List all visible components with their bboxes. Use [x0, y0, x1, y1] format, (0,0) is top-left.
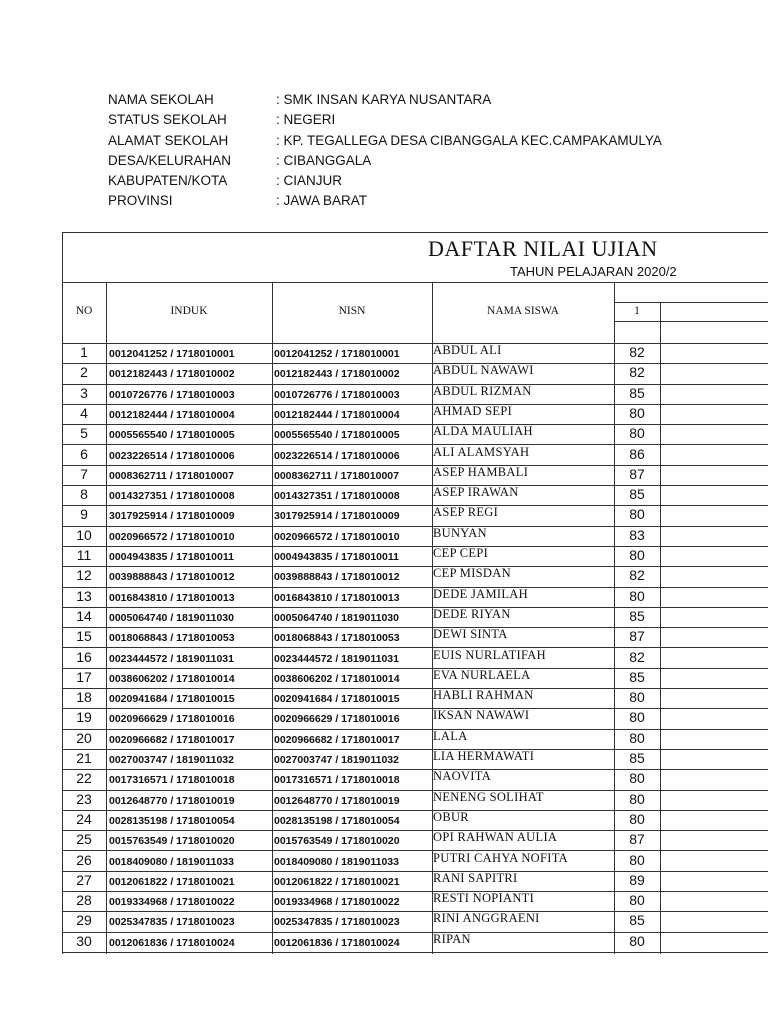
row-nama-siswa: ASEP IRAWAN	[433, 485, 519, 500]
row-nama-siswa: RIPAN	[433, 931, 471, 946]
row-induk: 0027003747 / 1819011032	[109, 754, 234, 766]
row-induk: 0028135198 / 1718010054	[109, 814, 235, 827]
row-nilai: 82	[629, 364, 645, 381]
row-no: 27	[76, 871, 92, 888]
table-row	[62, 911, 768, 931]
row-induk: 0012648770 / 1718010019	[109, 794, 235, 807]
table-row	[62, 871, 768, 891]
row-no: 11	[76, 547, 92, 563]
row-no: 22	[76, 770, 92, 787]
row-induk: 0017316571 / 1718010018	[109, 774, 235, 787]
row-nilai: 80	[629, 790, 645, 807]
row-nilai: 86	[629, 445, 645, 462]
row-induk: 0005565540 / 1718010005	[109, 429, 235, 442]
row-nilai: 87	[629, 628, 645, 645]
row-nama-siswa: EVA NURLAELA	[433, 667, 531, 682]
row-no: 1	[80, 344, 88, 360]
table-row	[62, 505, 768, 525]
table-row	[62, 790, 768, 810]
row-nisn: 0004943835 / 1718010011	[274, 551, 399, 563]
row-nilai: 83	[629, 526, 645, 543]
row-nama-siswa: HABLI RAHMAN	[433, 688, 534, 703]
row-nisn: 0018409080 / 1819011033	[274, 855, 399, 868]
row-nisn: 0020941684 / 1718010015	[274, 693, 400, 706]
row-nilai: 80	[629, 810, 645, 827]
table-row	[62, 363, 768, 383]
table-row	[62, 749, 768, 769]
row-no: 19	[76, 709, 92, 726]
row-no: 4	[80, 404, 88, 421]
row-nama-siswa: ALDA MAULIAH	[433, 424, 533, 439]
row-nilai: 89	[629, 871, 645, 888]
info-label: PROVINSI	[108, 193, 173, 209]
row-nama-siswa: ABDUL ALI	[433, 343, 502, 357]
table-row	[62, 445, 768, 465]
row-nama-siswa: NENENG SOLIHAT	[433, 789, 544, 804]
row-nama-siswa: CEP MISDAN	[433, 566, 511, 581]
school-info	[108, 90, 662, 212]
table-row	[62, 465, 768, 485]
table-row	[62, 343, 768, 363]
row-nilai: 87	[629, 831, 645, 848]
row-nisn: 0038606202 / 1718010014	[274, 672, 400, 685]
row-nama-siswa: DEDE RIYAN	[433, 606, 511, 621]
row-nama-siswa: EUIS NURLATIFAH	[433, 647, 546, 662]
row-induk: 0012182444 / 1718010004	[109, 408, 235, 421]
row-nisn: 0012061836 / 1718010024	[274, 936, 400, 949]
info-label: STATUS SEKOLAH	[108, 112, 227, 128]
row-no: 9	[80, 506, 88, 523]
row-no: 30	[76, 932, 92, 949]
row-nama-siswa: BUNYAN	[433, 525, 487, 540]
table-row	[62, 648, 768, 668]
grid-line	[62, 232, 768, 233]
row-no: 13	[76, 587, 92, 604]
row-nilai: 80	[629, 425, 645, 442]
table-row	[62, 485, 768, 505]
row-induk: 0020966682 / 1718010017	[109, 733, 235, 746]
row-nilai: 80	[629, 709, 645, 726]
info-value: : KP. TEGALLEGA DESA CIBANGGALA KEC.CAMPAKAMULYA	[276, 132, 662, 148]
row-no: 16	[76, 648, 92, 665]
info-value: : NEGERI	[276, 112, 336, 128]
row-nilai: 82	[629, 648, 645, 665]
table-title: DAFTAR NILAI UJIAN	[428, 236, 658, 261]
row-nisn: 0012041252 / 1718010001	[274, 348, 400, 360]
table-subtitle: TAHUN PELAJARAN 2020/2	[510, 264, 677, 279]
row-nisn: 0008362711 / 1718010007	[274, 469, 399, 482]
row-nisn: 0023444572 / 1819011031	[274, 652, 399, 665]
table-row	[62, 708, 768, 728]
row-induk: 0038606202 / 1718010014	[109, 672, 235, 685]
row-nama-siswa: NAOVITA	[433, 769, 492, 784]
row-nama-siswa: AHMAD SEPI	[433, 403, 513, 418]
grid-line	[614, 321, 768, 322]
row-nisn: 0005064740 / 1819011030	[274, 611, 399, 624]
row-nisn: 0018068843 / 1718010053	[274, 632, 400, 645]
row-nilai: 85	[629, 607, 645, 624]
row-nama-siswa: ASEP HAMBALI	[433, 464, 529, 479]
row-nama-siswa: IKSAN NAWAWI	[433, 708, 530, 723]
row-induk: 0015763549 / 1718010020	[109, 835, 235, 848]
row-nama-siswa: DEDE JAMILAH	[433, 586, 528, 601]
table-row	[62, 627, 768, 647]
row-nama-siswa: ASEP REGI	[433, 505, 499, 520]
info-row-provinsi	[108, 191, 662, 211]
row-induk: 0020966572 / 1718010010	[109, 530, 235, 543]
row-induk: 0019334968 / 1718010022	[109, 896, 235, 909]
grid-line	[614, 302, 768, 303]
row-nilai: 85	[629, 750, 645, 766]
row-nama-siswa: OPI RAHWAN AULIA	[433, 830, 558, 845]
row-nisn: 0023226514 / 1718010006	[274, 449, 400, 462]
row-induk: 0020966629 / 1718010016	[109, 713, 235, 726]
info-value: : SMK INSAN KARYA NUSANTARA	[276, 92, 492, 107]
row-induk: 0016843810 / 1718010013	[109, 591, 235, 604]
info-row-desa-kelurahan	[108, 151, 662, 171]
row-nisn: 0019334968 / 1718010022	[274, 896, 400, 909]
table-row	[62, 546, 768, 566]
header-col-1: 1	[634, 305, 640, 317]
row-no: 26	[76, 851, 92, 868]
row-nama-siswa: ABDUL RIZMAN	[433, 383, 532, 398]
info-value: : CIANJUR	[276, 173, 343, 189]
table-row	[62, 729, 768, 749]
table-row	[62, 688, 768, 708]
row-induk: 3017925914 / 1718010009	[109, 510, 235, 523]
row-nisn: 0020966572 / 1718010010	[274, 530, 400, 543]
row-induk: 0012041252 / 1718010001	[109, 348, 235, 360]
info-row-nama-sekolah	[108, 90, 662, 110]
table-row	[62, 891, 768, 911]
info-value: : CIBANGGALA	[276, 152, 372, 168]
table-row	[62, 668, 768, 688]
row-nilai: 82	[629, 344, 645, 360]
header-nisn: NISN	[338, 305, 366, 317]
row-no: 25	[76, 831, 92, 848]
row-nama-siswa: RINI ANGGRAENI	[433, 911, 540, 926]
row-nisn: 0015763549 / 1718010020	[274, 835, 400, 848]
row-nisn: 0014327351 / 1718010008	[274, 490, 400, 503]
row-nisn: 3017925914 / 1718010009	[274, 510, 400, 523]
table-row	[62, 384, 768, 404]
row-no: 29	[76, 912, 92, 929]
row-nilai: 80	[629, 729, 645, 746]
row-nama-siswa: RESTI NOPIANTI	[433, 891, 535, 906]
table-row	[62, 404, 768, 424]
row-no: 3	[80, 384, 88, 401]
info-row-alamat-sekolah	[108, 131, 662, 151]
row-nilai: 80	[629, 932, 645, 949]
row-induk: 0039888843 / 1718010012	[109, 571, 235, 584]
row-nisn: 0012182444 / 1718010004	[274, 408, 400, 421]
info-label: ALAMAT SEKOLAH	[108, 132, 229, 148]
table-row	[62, 830, 768, 850]
row-nisn: 0039888843 / 1718010012	[274, 571, 400, 584]
row-no: 21	[76, 750, 92, 766]
row-nisn: 0012061822 / 1718010021	[274, 875, 400, 888]
info-row-kabupaten-kota	[108, 171, 662, 191]
row-nilai: 80	[629, 547, 645, 563]
row-nisn: 0020966629 / 1718010016	[274, 713, 400, 726]
row-no: 17	[76, 668, 92, 685]
row-no: 8	[80, 486, 88, 503]
row-no: 10	[76, 526, 92, 543]
row-induk: 0025347835 / 1718010023	[109, 916, 235, 929]
table-row	[62, 607, 768, 627]
row-no: 18	[76, 689, 92, 706]
row-nilai: 85	[629, 384, 645, 401]
row-induk: 0014327351 / 1718010008	[109, 490, 235, 503]
info-label: NAMA SEKOLAH	[108, 92, 214, 107]
row-no: 15	[76, 628, 92, 645]
row-nama-siswa: ABDUL NAWAWI	[433, 363, 534, 378]
row-nama-siswa: LIA HERMAWATI	[433, 749, 535, 763]
row-nisn: 0017316571 / 1718010018	[274, 774, 400, 787]
row-induk: 0010726776 / 1718010003	[109, 388, 235, 401]
row-nama-siswa: DEWI SINTA	[433, 627, 508, 642]
row-no: 14	[76, 607, 92, 624]
table-row	[62, 424, 768, 444]
row-nisn: 0010726776 / 1718010003	[274, 388, 400, 401]
row-nisn: 0012182443 / 1718010002	[274, 368, 400, 381]
row-nilai: 82	[629, 567, 645, 584]
row-nisn: 0028135198 / 1718010054	[274, 814, 400, 827]
row-induk: 0018409080 / 1819011033	[109, 855, 234, 868]
row-induk: 0012061822 / 1718010021	[109, 875, 235, 888]
row-no: 2	[80, 364, 88, 381]
table-row	[62, 587, 768, 607]
row-no: 20	[76, 729, 92, 746]
row-no: 7	[80, 465, 88, 482]
header-no: NO	[75, 305, 93, 317]
table-row	[62, 526, 768, 546]
row-nilai: 80	[629, 587, 645, 604]
row-nilai: 85	[629, 486, 645, 503]
row-nilai: 80	[629, 689, 645, 706]
row-nilai: 80	[629, 404, 645, 421]
row-nilai: 80	[629, 851, 645, 868]
row-nisn: 0027003747 / 1819011032	[274, 754, 399, 766]
row-nilai: 80	[629, 892, 645, 909]
row-divider	[62, 952, 768, 953]
row-nilai: 85	[629, 912, 645, 929]
row-induk: 0012061836 / 1718010024	[109, 936, 235, 949]
table-row	[62, 566, 768, 586]
row-nilai: 80	[629, 770, 645, 787]
row-nama-siswa: OBUR	[433, 809, 469, 824]
table-row	[62, 810, 768, 830]
row-induk: 0023444572 / 1819011031	[109, 652, 234, 665]
row-nama-siswa: CEP CEPI	[433, 546, 489, 560]
row-nisn: 0020966682 / 1718010017	[274, 733, 400, 746]
info-value: : JAWA BARAT	[276, 193, 368, 209]
row-induk: 0023226514 / 1718010006	[109, 449, 235, 462]
row-induk: 0004943835 / 1718010011	[109, 551, 234, 563]
row-induk: 0008362711 / 1718010007	[109, 469, 234, 482]
table-row	[62, 851, 768, 871]
header-nama-siswa: NAMA SISWA	[487, 305, 559, 317]
row-nilai: 85	[629, 668, 645, 685]
row-induk: 0012182443 / 1718010002	[109, 368, 235, 381]
info-label: DESA/KELURAHAN	[108, 152, 232, 168]
header-induk: INDUK	[170, 305, 208, 317]
row-no: 24	[76, 810, 92, 827]
row-nisn: 0005565540 / 1718010005	[274, 429, 400, 442]
row-nilai: 80	[629, 506, 645, 523]
row-no: 28	[76, 892, 92, 909]
row-nisn: 0025347835 / 1718010023	[274, 916, 400, 929]
row-nisn: 0012648770 / 1718010019	[274, 794, 400, 807]
row-no: 6	[80, 445, 88, 462]
row-induk: 0020941684 / 1718010015	[109, 693, 235, 706]
row-nama-siswa: LALA	[433, 728, 468, 743]
row-nama-siswa: ALI ALAMSYAH	[433, 444, 530, 459]
row-no: 23	[76, 790, 92, 807]
row-no: 12	[76, 567, 92, 584]
info-label: KABUPATEN/KOTA	[108, 173, 228, 189]
row-nama-siswa: RANI SAPITRI	[433, 870, 518, 885]
table-row	[62, 769, 768, 789]
row-nama-siswa: PUTRI CAHYA NOFITA	[433, 850, 568, 865]
table-row	[62, 932, 768, 952]
row-nisn: 0016843810 / 1718010013	[274, 591, 400, 604]
row-induk: 0018068843 / 1718010053	[109, 632, 235, 645]
row-nilai: 87	[629, 465, 645, 482]
info-row-status-sekolah	[108, 110, 662, 130]
row-no: 5	[80, 425, 88, 442]
grid-line	[62, 282, 768, 283]
row-induk: 0005064740 / 1819011030	[109, 611, 234, 624]
